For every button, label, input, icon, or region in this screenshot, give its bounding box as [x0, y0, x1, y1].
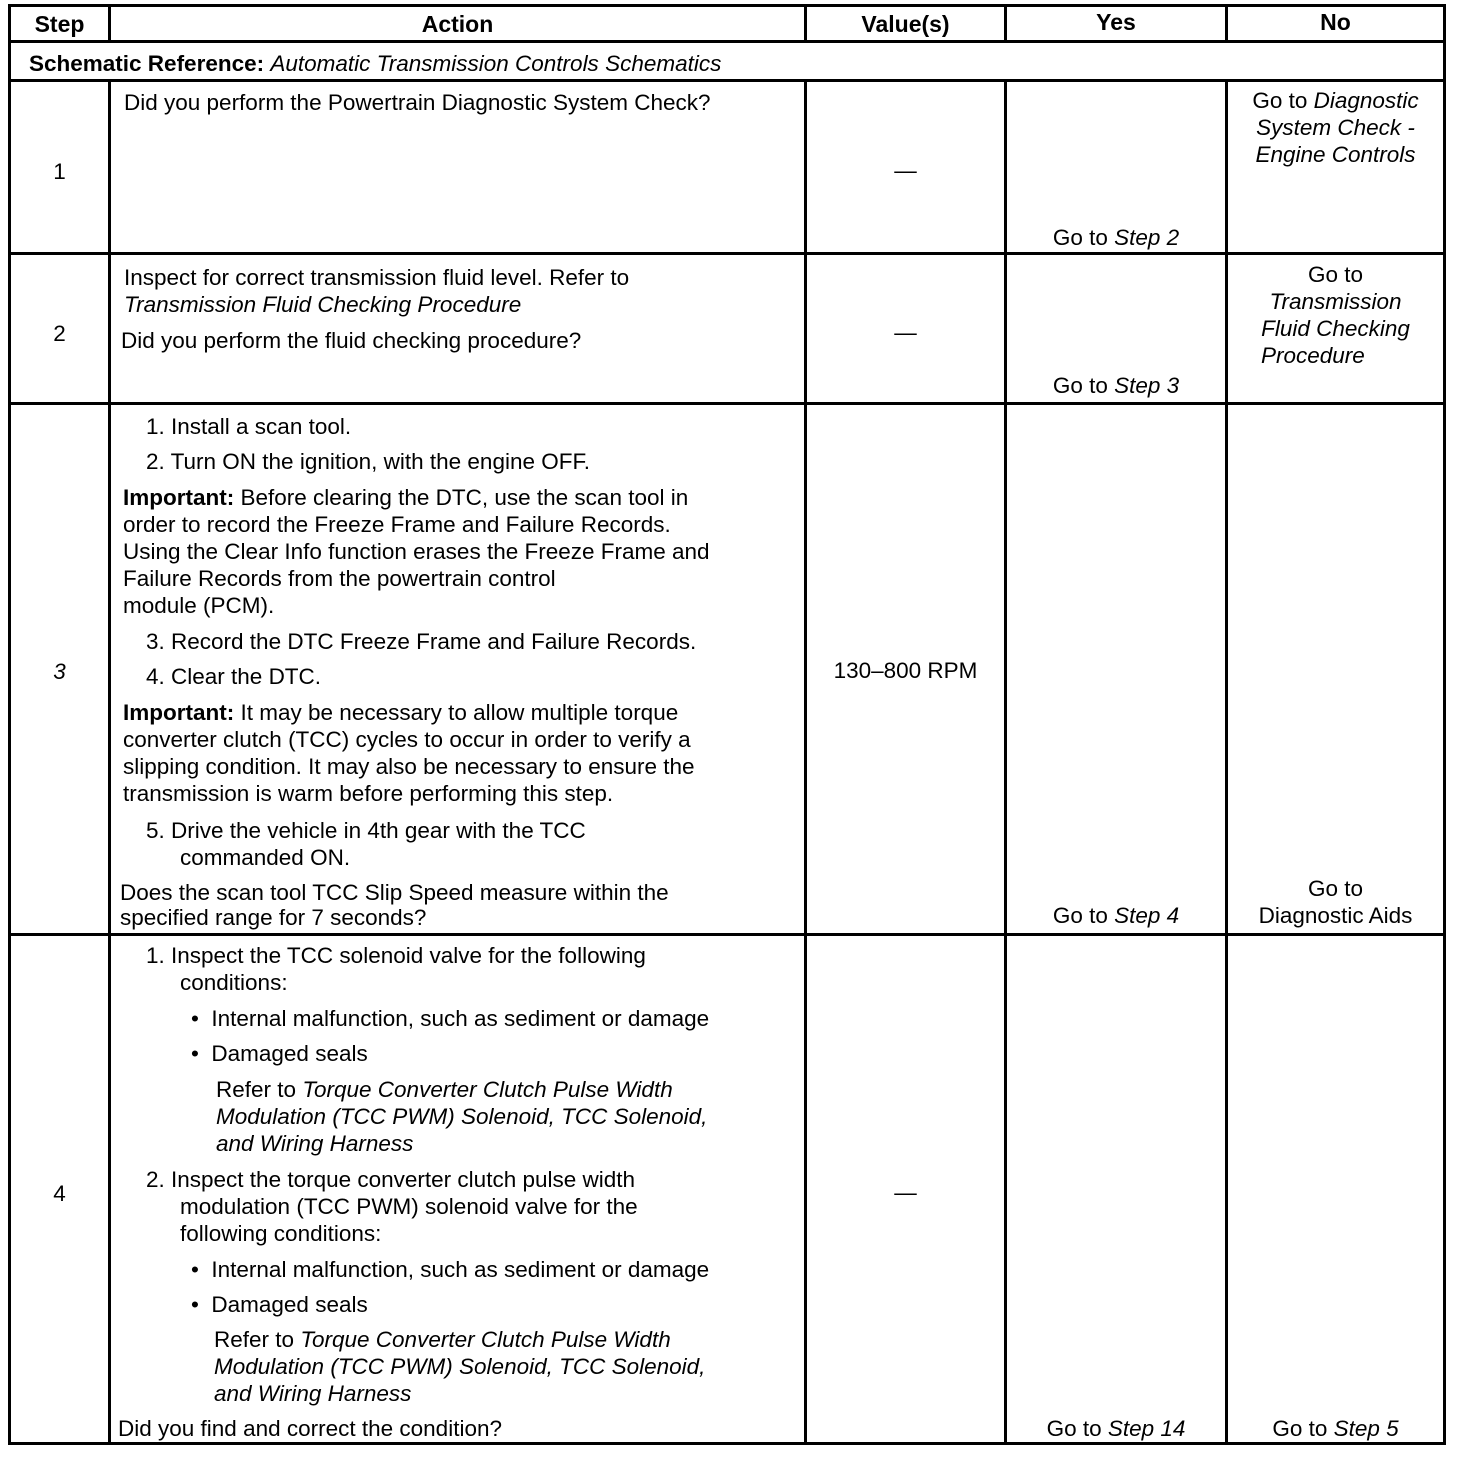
no-link-text[interactable]: Procedure: [1261, 343, 1365, 368]
no-action: Go to: [1307, 876, 1364, 901]
no-link[interactable]: Diagnostic: [1313, 88, 1419, 113]
row-2-divider: [11, 402, 1443, 405]
schematic-label: Schematic Reference:: [29, 51, 265, 76]
reference-prefix: Refer to: [214, 1327, 295, 1352]
action-text: Inspect for correct transmission fluid level. Refer to: [124, 265, 630, 290]
yes-action: [1007, 224, 1225, 252]
header-no: No: [1320, 9, 1351, 35]
value-text: —: [894, 320, 917, 345]
yes-prefix: Go to: [1046, 1416, 1102, 1441]
question-text: Did you find and correct the condition?: [118, 1416, 502, 1441]
no-link[interactable]: Step 5: [1333, 1416, 1399, 1441]
col-divider: [804, 79, 807, 1442]
list-item: 3. Record the DTC Freeze Frame and Failure Records.: [146, 629, 697, 654]
yes-action: [1007, 372, 1225, 400]
no-link-text[interactable]: Fluid Checking: [1261, 316, 1410, 341]
col-divider: [108, 79, 111, 1442]
important-text: It may be necessary to allow multiple torque: [240, 700, 679, 725]
no-link-text[interactable]: Transmission: [1269, 289, 1402, 314]
yes-action: [1007, 902, 1225, 930]
bullet-text: Internal malfunction, such as sediment or damage: [211, 1006, 710, 1031]
yes-prefix: Go to: [1052, 225, 1108, 250]
schematic-ref: Automatic Transmission Controls Schematics: [270, 51, 722, 76]
important-text: module (PCM).: [123, 593, 275, 618]
list-item: 1. Inspect the TCC solenoid valve for the following: [146, 943, 646, 968]
reference-link[interactable]: [216, 1130, 413, 1158]
header-yes: Yes: [1096, 9, 1136, 35]
no-link[interactable]: [1228, 315, 1443, 343]
row-3-divider: [11, 933, 1443, 936]
reference-prefix: Refer to: [216, 1077, 297, 1102]
no-link[interactable]: [1261, 342, 1365, 370]
reference-link-text[interactable]: and Wiring Harness: [216, 1131, 414, 1156]
list-item: 4. Clear the DTC.: [146, 664, 322, 689]
list-item: 2. Inspect the torque converter clutch pulse width: [146, 1167, 636, 1192]
row-1-divider: [11, 252, 1443, 255]
step-number: 1: [53, 159, 66, 184]
bullet-text: Damaged seals: [211, 1041, 368, 1066]
yes-action: [1007, 1415, 1225, 1443]
important-text: Using the Clear Info function erases the Freeze Frame and: [123, 539, 710, 564]
step-number: 2: [53, 321, 66, 346]
no-action: Go to: [1307, 262, 1364, 287]
header-action: Action: [421, 11, 494, 37]
reference-link[interactable]: Torque Converter Clutch Pulse Width: [300, 1327, 671, 1352]
important-text: slipping condition. It may also be necessary to ensure the: [123, 754, 695, 779]
reference-text: [216, 1076, 673, 1104]
bullet-text: Internal malfunction, such as sediment or damage: [211, 1257, 710, 1282]
important-label: Important:: [123, 485, 235, 510]
important-label: Important:: [123, 700, 235, 725]
yes-link[interactable]: Step 4: [1114, 903, 1180, 928]
value-text: 130–800 RPM: [833, 658, 978, 683]
important-text: Before clearing the DTC, use the scan tool in: [240, 485, 689, 510]
reference-link[interactable]: [214, 1380, 411, 1408]
header-divider: [11, 40, 1443, 43]
list-item: conditions:: [180, 970, 288, 995]
diagnostic-table: [8, 4, 1446, 1445]
no-prefix: Go to: [1272, 1416, 1328, 1441]
reference-link-text[interactable]: and Wiring Harness: [214, 1381, 412, 1406]
no-action: [1228, 1415, 1443, 1443]
no-link[interactable]: [1228, 114, 1443, 142]
action-text: Did you perform the fluid checking procedure?: [121, 328, 582, 353]
action-link-text[interactable]: Transmission Fluid Checking Procedure: [124, 292, 522, 317]
important-text: Failure Records from the powertrain control: [123, 566, 556, 591]
question-text: specified range for 7 seconds?: [120, 905, 427, 930]
bullet-item: • Internal malfunction, such as sediment or damage: [191, 1006, 710, 1031]
yes-prefix: Go to: [1052, 373, 1108, 398]
reference-link[interactable]: [216, 1103, 707, 1131]
value-text: —: [894, 1180, 917, 1205]
action-link[interactable]: [124, 291, 521, 319]
reference-link[interactable]: Torque Converter Clutch Pulse Width: [302, 1077, 673, 1102]
reference-text: [214, 1326, 671, 1354]
no-link-text[interactable]: System Check -: [1256, 115, 1415, 140]
yes-link[interactable]: Step 2: [1114, 225, 1180, 250]
list-item: commanded ON.: [180, 845, 351, 870]
list-item: modulation (TCC PWM) solenoid valve for the: [180, 1194, 638, 1219]
schematic-reference: [29, 50, 721, 78]
no-link[interactable]: [1228, 141, 1443, 169]
header-step: Step: [34, 11, 85, 37]
col-divider: [1004, 79, 1007, 1442]
no-prefix: Go to: [1252, 88, 1308, 113]
no-link[interactable]: [1228, 288, 1443, 316]
yes-prefix: Go to: [1052, 903, 1108, 928]
list-item: 1. Install a scan tool.: [146, 414, 352, 439]
no-link[interactable]: Diagnostic Aids: [1258, 903, 1413, 928]
value-text: —: [894, 158, 917, 183]
list-item: 2. Turn ON the ignition, with the engine OFF.: [146, 449, 590, 474]
list-item: 5. Drive the vehicle in 4th gear with the TCC: [146, 818, 586, 843]
list-item: following conditions:: [180, 1221, 382, 1246]
reference-link-text[interactable]: Modulation (TCC PWM) Solenoid, TCC Solenoid,: [214, 1354, 706, 1379]
header-values: Value(s): [861, 11, 950, 37]
bullet-text: Damaged seals: [211, 1292, 368, 1317]
yes-link[interactable]: Step 3: [1114, 373, 1180, 398]
action-text: Did you perform the Powertrain Diagnostic System Check?: [124, 90, 711, 115]
bullet-item: • Damaged seals: [191, 1292, 368, 1317]
reference-link-text[interactable]: Modulation (TCC PWM) Solenoid, TCC Solenoid,: [216, 1104, 708, 1129]
bullet-item: • Damaged seals: [191, 1041, 368, 1066]
reference-link[interactable]: [214, 1353, 705, 1381]
important-text: order to record the Freeze Frame and Failure Records.: [123, 512, 671, 537]
schematic-divider: [11, 79, 1443, 82]
no-action: [1228, 87, 1443, 115]
step-number: 3: [53, 659, 66, 684]
important-note: [123, 699, 678, 727]
step-number: 4: [53, 1181, 66, 1206]
bullet-item: • Internal malfunction, such as sediment or damage: [191, 1257, 710, 1282]
no-link-text[interactable]: Engine Controls: [1255, 142, 1416, 167]
yes-link[interactable]: Step 14: [1107, 1416, 1186, 1441]
question-text: Does the scan tool TCC Slip Speed measure within the: [120, 880, 669, 905]
important-text: transmission is warm before performing this step.: [123, 781, 614, 806]
important-note: [123, 484, 688, 512]
important-text: converter clutch (TCC) cycles to occur in order to verify a: [123, 727, 691, 752]
